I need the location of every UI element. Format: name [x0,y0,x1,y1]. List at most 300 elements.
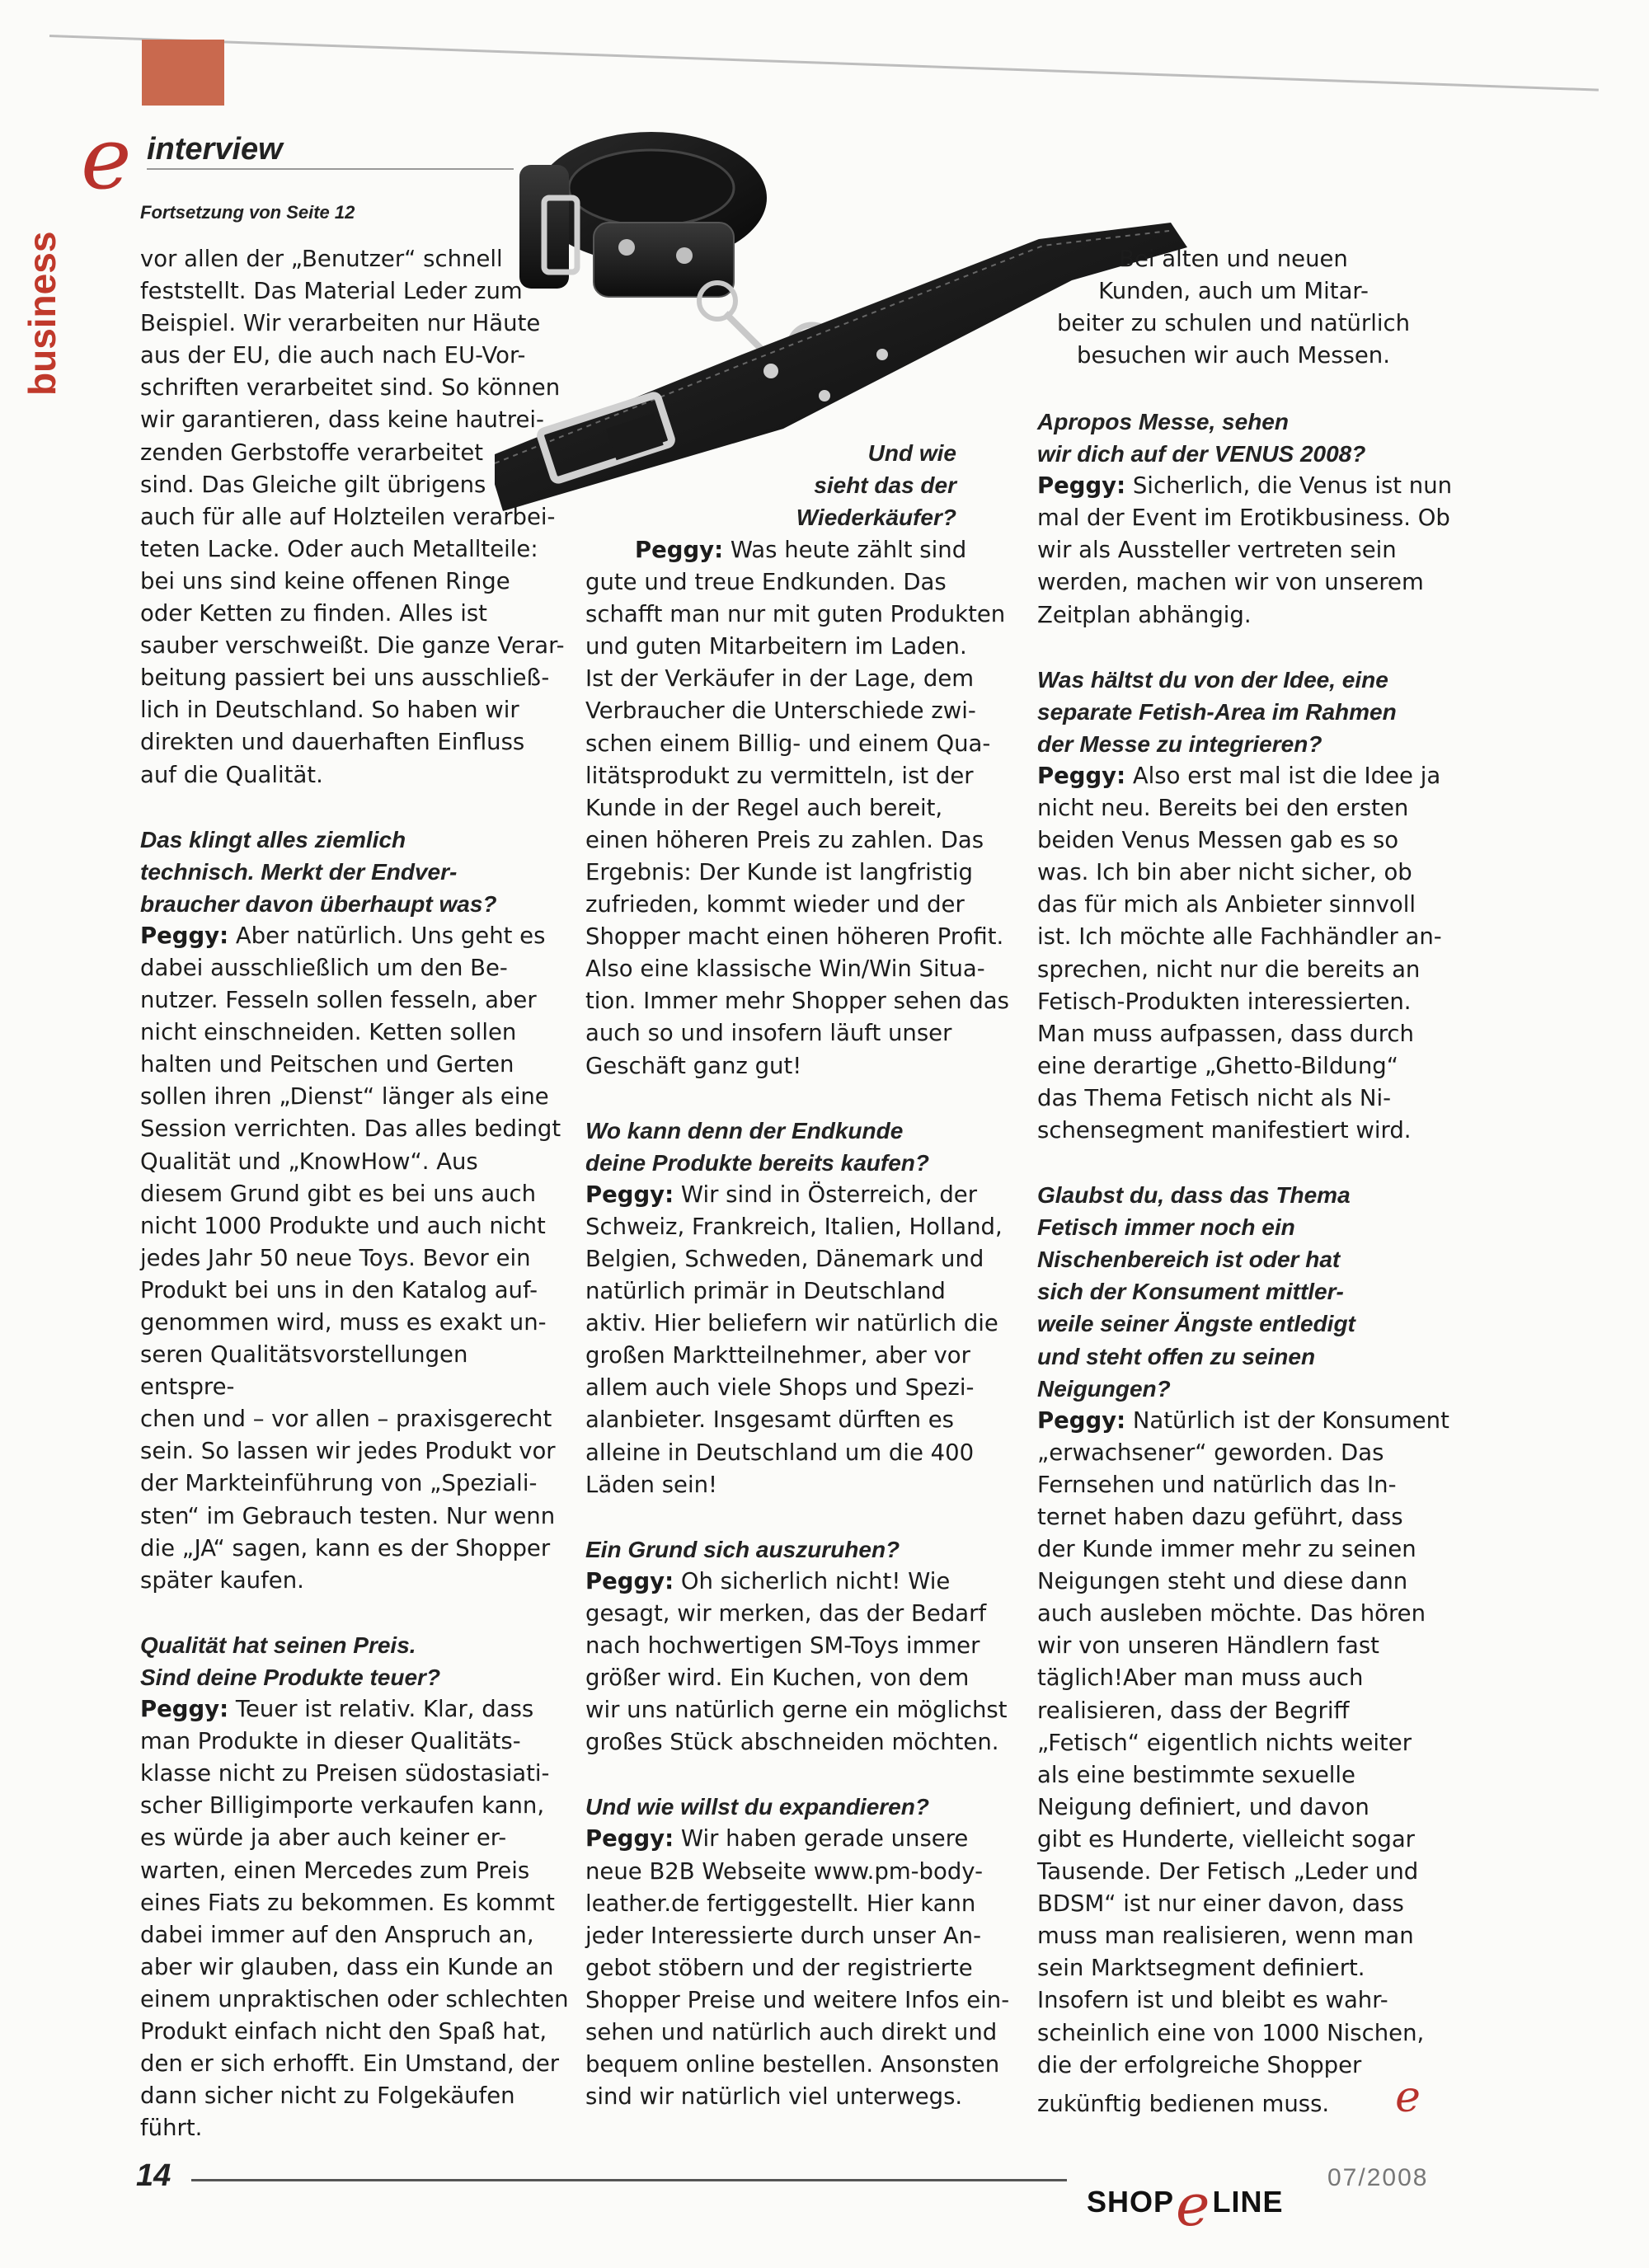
question-line: der Messe zu integrieren? [1037,730,1322,757]
body-text: chen und – vor allen – praxisgerecht [140,1406,552,1433]
body-text: sauber verschweißt. Die ganze Verar- [140,632,565,660]
body-text: als eine bestimmte sexuelle [1037,1761,1355,1788]
answer-line [585,1823,1014,1855]
body-text-line [140,1855,569,1887]
body-text: schriften verarbeitet sind. So können [140,374,561,401]
speaker-name: Peggy: [585,1825,674,1852]
body-text: einem unpraktischen oder schlechten [140,1985,569,2012]
body-text-line [585,1694,1014,1726]
question-line: Das klingt alles ziemlich [140,826,406,852]
body-text: sein. So lassen wir jedes Produkt vor [140,1438,556,1465]
body-text-line [140,1146,569,1178]
body-text-line [140,1500,569,1533]
body-text-line [585,1984,1014,2017]
body-text: man Produkte in dieser Qualitäts- [140,1728,521,1755]
body-text: natürlich primär in Deutschland [585,1278,946,1305]
magazine-logo-right: LINE [1212,2185,1284,2219]
body-text: realisieren, dass der Begriff [1037,1697,1350,1724]
paragraph-gap [140,1597,569,1629]
body-text: alleine in Deutschland um die 400 [585,1439,975,1466]
body-text-line [140,1113,569,1145]
body-text: Beispiel. Wir verarbeiten nur Häute [140,310,541,337]
body-text: dabei immer auf den Anspruch an, [140,1921,534,1948]
body-text-line [1037,1856,1466,1888]
body-text: besuchen wir auch Messen. [1077,342,1390,369]
body-text-line [140,2080,569,2112]
body-text-line [140,1951,569,1984]
body-text-line [140,1565,569,1597]
section-logo-mark: e [81,108,132,209]
body-text: lich in Deutschland. So haben wir [140,697,519,724]
body-text: litätsprodukt zu vermitteln, ist der [585,762,974,789]
body-text-line [140,984,569,1017]
body-text-line [1037,1533,1466,1566]
body-text-line [140,1210,569,1242]
footer-rule [191,2179,1067,2181]
body-text: Also eine klassische Win/Win Situa- [585,956,985,983]
question-line: Und wie willst du expandieren? [585,1794,929,1820]
body-text-line [140,469,569,501]
body-text-line [140,1887,569,1919]
answer-line [585,534,1014,566]
body-text-line [140,404,569,436]
side-section-label: business [21,231,63,396]
body-text: vor allen der „Benutzer“ schnell [140,246,503,272]
body-text: nicht einschneiden. Ketten sollen [140,1019,517,1046]
body-text: ist. Ich möchte alle Fachhändler an- [1037,923,1442,951]
body-text-line [1037,1984,1466,2017]
body-text-line [1037,1952,1466,1984]
body-text-line [140,1339,569,1403]
body-text: Geschäft ganz gut! [585,1052,802,1079]
body-text: Kunden, auch um Mitar- [1098,278,1369,305]
body-text: Shopper Preise und weitere Infos ein- [585,1986,1010,2013]
body-text: Man muss aufpassen, dass durch [1037,1020,1414,1047]
question-line: Und wie [867,440,956,466]
body-text: täglich!Aber man muss auch [1037,1665,1364,1692]
body-text-line [1037,1824,1466,1856]
body-text: Neigung definiert, und davon [1037,1793,1369,1820]
body-text-line [1037,1791,1466,1824]
body-text-line [140,1758,569,1790]
body-text-line [585,1404,1014,1436]
question-line: Glaubst du, dass das Thema [1037,1182,1351,1209]
body-text-line [585,1211,1014,1243]
answer-text: Natürlich ist der Konsument [1125,1406,1449,1434]
question-line: technisch. Merkt der Endver- [140,858,458,885]
body-text: sehen und natürlich auch direkt und [585,2019,998,2046]
question-line: Neigungen? [1037,1375,1171,1402]
question-line: Wiederkäufer? [796,505,956,531]
body-text-line [585,824,1014,857]
body-text: jeder Interessierte durch unser An- [585,1922,982,1949]
body-text-line [585,792,1014,824]
body-text: scheinlich eine von 1000 Nischen, [1037,2019,1425,2046]
body-text-line [1037,1920,1466,1952]
body-text-line [140,1822,569,1854]
body-text-line [585,663,1014,695]
body-text: „erwachsener“ geworden. Das [1037,1439,1384,1466]
body-text: der Markteinführung von „Speziali- [140,1470,538,1497]
body-text: und guten Mitarbeitern im Laden. [585,633,967,660]
answer-line [140,920,569,952]
body-text-line [1037,954,1466,986]
body-text: allem auch viele Shops und Spezi- [585,1374,975,1402]
answer-text: Wir sind in Österreich, der [674,1181,978,1208]
body-text: aber wir glauben, dass ein Kunde an [140,1953,554,1980]
body-text: eines Fiats zu bekommen. Es kommt [140,1889,555,1916]
body-text: gebot stöbern und der registrierte [585,1954,973,1981]
body-text-line [1037,889,1466,921]
question-line: weile seiner Ängste entledigt [1037,1311,1355,1337]
answer-text: Teuer ist relativ. Klar, dass [228,1696,534,1723]
body-text-line [1037,1437,1466,1469]
body-text: dann sicher nicht zu Folgekäufen [140,2083,515,2110]
body-text-line [585,1662,1014,1694]
body-text: zukünftig bedienen muss. [1037,2090,1330,2117]
paragraph-gap [585,1501,1014,1533]
body-text: alanbieter. Insgesamt dürften es [585,1406,954,1434]
speaker-name: Peggy: [635,537,724,563]
body-text: den er sich erhofft. Ein Umstand, der [140,2050,560,2078]
body-text: Ergebnis: Der Kunde ist langfristig [585,858,973,885]
question-line: Apropos Messe, sehen [1037,409,1289,434]
body-text-line [140,243,569,275]
body-text-line [585,2081,1014,2113]
body-text: dabei ausschließlich um den Be- [140,954,508,981]
body-text-line [140,566,569,598]
body-text-line [585,1630,1014,1662]
body-text: der Kunde immer mehr zu seinen [1037,1536,1416,1563]
body-text: schensegment manifestiert wird. [1037,1116,1412,1143]
body-text: nach hochwertigen SM-Toys immer [585,1632,980,1659]
body-text-line [140,308,569,340]
body-text: aktiv. Hier beliefern wir natürlich die [585,1310,998,1337]
paragraph-gap [140,791,569,824]
question-line: Nischenbereich ist oder hat [1037,1247,1341,1273]
body-text: feststellt. Das Material Leder zum [140,278,523,305]
article-column-2-heading [585,437,956,533]
question-line: Wo kann denn der Endkunde [585,1117,904,1143]
body-text-line [585,1888,1014,1920]
body-text: Produkt bei uns in den Katalog auf- [140,1276,538,1303]
body-text-line [140,437,569,469]
body-text-line [585,566,1014,599]
body-text: direkten und dauerhaften Einfluss [140,729,525,756]
continued-note: Fortsetzung von Seite 12 [140,202,355,223]
body-text: das Thema Fetisch nicht als Ni- [1037,1084,1392,1111]
body-text: bequem online bestellen. Ansonsten [585,2051,1000,2078]
article-column-3 [1037,406,1466,2120]
answer-line [1037,1405,1466,1437]
body-text-line [1037,2017,1466,2050]
body-text: auch für alle auf Holzteilen verarbei- [140,503,556,530]
question-line: deine Produkte bereits kaufen? [585,1149,929,1176]
body-text-line [585,1920,1014,1952]
body-text-line [585,599,1014,631]
body-text: tion. Immer mehr Shopper sehen das [585,988,1009,1015]
body-text: sind. Das Gleiche gilt übrigens [140,471,486,498]
answer-text: Aber natürlich. Uns geht es [228,922,546,949]
answer-line [140,1693,569,1726]
body-text: sten“ im Gebrauch testen. Nur wenn [140,1502,556,1529]
body-text-line [1037,1888,1466,1920]
body-text: auf die Qualität. [140,761,323,788]
answer-line [1037,760,1466,792]
body-text-line [1039,243,1428,275]
body-text-line [585,1017,1014,1049]
body-text: Neigungen steht und diese dann [1037,1568,1408,1595]
body-text: großen Marktteilnehmer, aber vor [585,1342,970,1369]
body-text-line [1037,502,1466,534]
body-text-line [140,598,569,630]
body-text: oder Ketten zu finden. Alles ist [140,600,487,627]
magazine-logo-left: SHOP [1087,2185,1175,2219]
issue-date: 07/2008 [1327,2164,1429,2191]
body-text-line [1039,308,1428,340]
body-text: was. Ich bin aber nicht sicher, ob [1037,859,1412,886]
answer-text: Oh sicherlich nicht! Wie [674,1567,951,1594]
body-text-line [140,2112,569,2144]
body-text: nutzer. Fesseln sollen fesseln, aber [140,987,537,1014]
body-text: beitung passiert bei uns ausschließ- [140,664,550,692]
question-line: Ein Grund sich auszuruhen? [585,1536,900,1562]
body-text-line [1037,1018,1466,1050]
body-text-line [1037,1695,1466,1727]
answer-text: Also erst mal ist die Idee ja [1125,762,1441,789]
body-text: Insofern ist und bleibt es wahr- [1037,1987,1388,2014]
body-text: aus der EU, die auch nach EU-Vor- [140,342,526,369]
body-text-line [140,1467,569,1500]
body-text-line [585,2017,1014,2049]
body-text: die „JA“ sagen, kann es der Shopper [140,1534,551,1561]
article-column-2 [585,534,1014,2113]
body-text: Verbraucher die Unterschiede zwi- [585,697,976,725]
body-text: jedes Jahr 50 neue Toys. Bevor ein [140,1244,531,1271]
body-text: später kaufen. [140,1566,304,1594]
body-text: das für mich als Anbieter sinnvoll [1037,891,1416,918]
body-text-line [585,2049,1014,2081]
body-text: gute und treue Endkunden. Das [585,569,947,596]
body-text-line [1037,921,1466,953]
question-line: Fetisch immer noch ein [1037,1214,1295,1241]
body-text: Schweiz, Frankreich, Italien, Holland, [585,1213,1003,1240]
speaker-name: Peggy: [1037,472,1126,500]
speaker-name: Peggy: [585,1181,674,1208]
section-title: interview [147,132,283,167]
body-text-line [585,1469,1014,1501]
body-text-line [585,921,1014,953]
body-text: Produkt einfach nicht den Spaß hat, [140,2017,547,2045]
body-text-line [140,1726,569,1758]
body-text: seren Qualitätsvorstellungen entspre- [140,1341,468,1401]
body-text: größer wird. Ein Kuchen, von dem [585,1665,970,1692]
body-text-line [140,372,569,404]
body-text: Shopper macht einen höheren Profit. [585,923,1004,951]
body-text-line [585,1726,1014,1759]
body-text-line [140,952,569,984]
body-text: wir garantieren, dass keine hautrei- [140,406,544,434]
body-text: Läden sein! [585,1471,718,1498]
body-text-line [585,1275,1014,1308]
body-text: sind wir natürlich viel unterwegs. [585,2083,963,2111]
body-text: zenden Gerbstoffe verarbeitet [140,439,484,466]
question-line: und steht offen zu seinen [1037,1343,1316,1369]
body-text-line [1039,275,1428,308]
body-text-line [1037,1630,1466,1662]
body-text-line [140,1242,569,1275]
body-text-line [1037,599,1466,632]
body-text: teten Lacke. Oder auch Metallteile: [140,535,538,562]
body-text: einen höheren Preis zu zahlen. Das [585,826,984,853]
body-text: bei uns sind keine offenen Ringe [140,567,510,594]
body-text-line [585,1437,1014,1469]
body-text: Kunde in der Regel auch bereit, [585,794,943,821]
body-text: es würde ja aber auch keiner er- [140,1824,507,1852]
body-text: werden, machen wir von unserem [1037,569,1424,596]
answer-text: Was heute zählt sind [723,537,967,563]
body-text: sprechen, nicht nur die bereits an [1037,956,1421,983]
body-text-line [1037,857,1466,889]
body-text-line [1037,1082,1466,1115]
body-text-line [140,1435,569,1467]
body-text-line [1037,534,1466,566]
paragraph-gap [585,1759,1014,1791]
body-text-line [585,695,1014,727]
body-text: sollen ihren „Dienst“ länger als eine [140,1083,549,1111]
body-text: die der erfolgreiche Shopper [1037,2051,1362,2078]
body-text: eine derartige „Ghetto-Bildung“ [1037,1052,1398,1079]
body-text: leather.de fertiggestellt. Hier kann [585,1890,976,1917]
body-text-line [140,662,569,694]
end-of-article-mark: e [1395,2072,1421,2122]
body-text: Session verrichten. Das alles bedingt [140,1115,561,1143]
body-text-line [140,759,569,791]
article-column-1 [140,243,569,2144]
body-text: nicht 1000 Produkte und auch nicht [140,1212,546,1239]
paragraph-gap [585,1082,1014,1115]
body-text-line [140,1403,569,1435]
body-text-line [585,631,1014,663]
question-line: separate Fetish-Area im Rahmen [1037,698,1397,725]
body-text-line [140,1275,569,1307]
body-text-line [1037,1501,1466,1533]
body-text: neue B2B Webseite www.pm-body- [585,1857,984,1885]
body-text: mal der Event im Erotikbusiness. Ob [1037,505,1450,532]
question-line: sich der Konsument mittler- [1037,1279,1344,1305]
paragraph-gap [1037,1147,1466,1179]
body-text-line [140,630,569,662]
question-line: sieht das der [814,472,956,499]
body-text-line [140,1081,569,1113]
answer-text: Sicherlich, die Venus ist nun [1125,472,1453,500]
body-text: zufrieden, kommt wieder und der [585,891,965,918]
section-title-rule [147,168,514,170]
body-text: Fetisch-Produkten interessierten. [1037,988,1412,1015]
body-text-line [1037,824,1466,857]
body-text-line [585,985,1014,1017]
body-text: auch so und insofern läuft unser [585,1020,952,1047]
body-text: scher Billigimporte verkaufen kann, [140,1792,545,1820]
body-text: klasse nicht zu Preisen südostasiati- [140,1760,550,1787]
body-text-line [1037,1598,1466,1630]
body-text: Bei alten und neuen [1119,246,1348,272]
body-text-line [1037,1115,1466,1147]
answer-line [585,1179,1014,1211]
body-text-line [585,857,1014,889]
article-column-3-intro [1039,243,1428,372]
body-text: gesagt, wir merken, das der Bedarf [585,1599,987,1627]
body-text: halten und Peitschen und Gerten [140,1051,514,1078]
body-text-line [140,275,569,308]
body-text-line [585,1856,1014,1888]
body-text: beiter zu schulen und natürlich [1056,310,1411,337]
body-text-line [1037,1727,1466,1759]
body-text-line [1037,566,1466,599]
body-text-line [585,760,1014,792]
body-text: BDSM“ ist nur einer davon, dass [1037,1890,1404,1918]
body-text-line [140,1307,569,1339]
body-text-line [585,1340,1014,1372]
speaker-name: Peggy: [1037,1406,1126,1434]
body-text: genommen wird, muss es exakt un- [140,1309,547,1336]
body-text-line [140,726,569,758]
body-text-line [1039,340,1428,372]
body-text-line [585,1308,1014,1340]
body-text: Qualität und „KnowHow“. Aus [140,1148,478,1175]
body-text: großes Stück abschneiden möchten. [585,1729,999,1756]
body-text-line [140,2048,569,2080]
body-text: nicht neu. Bereits bei den ersten [1037,795,1409,822]
body-text: Ist der Verkäufer in der Lage, dem [585,665,975,693]
question-line: braucher davon überhaupt was? [140,890,497,917]
body-text-line [585,1952,1014,1984]
body-text: führt. [140,2115,203,2142]
body-text-line [1037,1566,1466,1598]
body-text-line [140,1049,569,1081]
body-text: muss man realisieren, wenn man [1037,1923,1414,1950]
body-text: „Fetisch“ eigentlich nichts weiter [1037,1729,1412,1756]
section-color-block [142,40,224,106]
body-text-line [1037,1050,1466,1082]
body-text: warten, einen Mercedes zum Preis [140,1857,530,1884]
body-text: wir uns natürlich gerne ein möglichst [585,1697,1008,1724]
body-text-line [140,1178,569,1210]
body-text-line [585,1598,1014,1630]
body-text: beiden Venus Messen gab es so [1037,827,1399,854]
speaker-name: Peggy: [585,1567,674,1594]
body-text: diesem Grund gibt es bei uns auch [140,1180,537,1207]
body-text-line [140,1919,569,1951]
body-text-line [140,1017,569,1049]
answer-line [585,1566,1014,1598]
body-text-line [140,1790,569,1822]
body-text: Zeitplan abhängig. [1037,601,1252,628]
body-text-line [1037,1469,1466,1501]
body-text-line [140,694,569,726]
body-text-line [585,1050,1014,1082]
body-text-line [585,728,1014,760]
magazine-logo [1087,2158,1284,2239]
body-text-line [140,501,569,533]
body-text-line [585,953,1014,985]
question-line: wir dich auf der VENUS 2008? [1037,441,1366,467]
body-text-line [140,1984,569,2016]
body-text: schafft man nur mit guten Produkten [585,601,1006,628]
question-line: Was hältst du von der Idee, eine [1037,666,1388,693]
body-text-line [140,2016,569,2048]
body-text: Belgien, Schweden, Dänemark und [585,1245,984,1272]
